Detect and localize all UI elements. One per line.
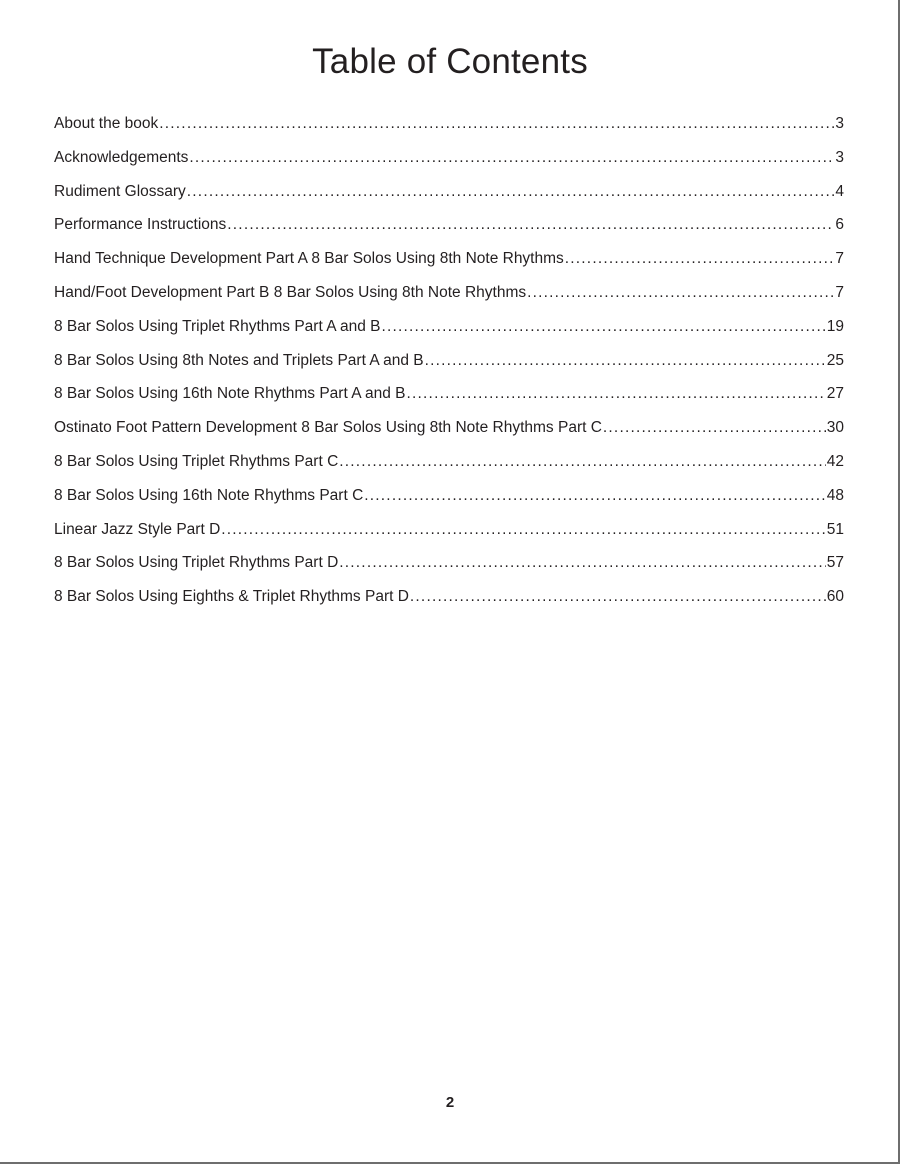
toc-entry-page: 30 <box>826 419 844 437</box>
toc-dot-leader <box>407 382 826 406</box>
toc-entry[interactable] <box>54 518 844 552</box>
toc-dot-leader <box>221 518 825 542</box>
toc-entry-label: Ostinato Foot Pattern Development 8 Bar Solos Using 8th Note Rhythms Part C <box>54 419 602 437</box>
toc-entry-page: 19 <box>826 317 844 335</box>
toc-dot-leader <box>425 349 826 373</box>
toc-entry[interactable] <box>54 146 844 180</box>
toc-dot-leader <box>339 551 825 575</box>
toc-entry-label: 8 Bar Solos Using Triplet Rhythms Part D <box>54 554 339 572</box>
toc-entry-label: 8 Bar Solos Using Eighths & Triplet Rhythms Part D <box>54 588 409 606</box>
toc-dot-leader <box>527 281 834 305</box>
toc-entry[interactable] <box>54 349 844 383</box>
toc-entry[interactable] <box>54 484 844 518</box>
toc-entry[interactable] <box>54 382 844 416</box>
toc-entry-label: 8 Bar Solos Using Triplet Rhythms Part C <box>54 452 339 470</box>
toc-dot-leader <box>565 247 835 271</box>
toc-entry-page: 25 <box>826 351 844 369</box>
toc-entry[interactable] <box>54 281 844 315</box>
toc-entry-page: 27 <box>826 385 844 403</box>
toc-entry-page: 4 <box>835 182 844 200</box>
toc-entry[interactable] <box>54 416 844 450</box>
toc-dot-leader <box>159 112 834 136</box>
page-number: 2 <box>445 1094 455 1111</box>
toc-entry-label: Linear Jazz Style Part D <box>54 520 221 538</box>
toc-entry-page: 48 <box>826 486 844 504</box>
toc-dot-leader <box>339 450 825 474</box>
toc-entry-label: 8 Bar Solos Using 8th Notes and Triplets Part A and B <box>54 351 424 369</box>
toc-entry-label: Acknowledgements <box>54 148 189 166</box>
toc-entry-page: 51 <box>826 520 844 538</box>
toc-entry[interactable] <box>54 112 844 146</box>
toc-entry-label: Performance Instructions <box>54 216 227 234</box>
toc-entry-page: 7 <box>835 250 844 268</box>
toc-dot-leader <box>603 416 826 440</box>
toc-entry[interactable] <box>54 450 844 484</box>
toc-dot-leader <box>227 213 834 237</box>
toc-entry[interactable] <box>54 247 844 281</box>
toc-entry-page: 3 <box>835 115 844 132</box>
toc-dot-leader <box>187 180 835 204</box>
toc-entry-page: 3 <box>835 148 844 166</box>
toc-entry-label: 8 Bar Solos Using 16th Note Rhythms Part C <box>54 486 364 504</box>
toc-entry-label: Hand Technique Development Part A 8 Bar Solos Using 8th Note Rhythms <box>54 250 564 268</box>
toc-entry-label: About the book <box>54 115 159 132</box>
toc-entry-label: Rudiment Glossary <box>54 182 186 200</box>
toc-entry-label: 8 Bar Solos Using Triplet Rhythms Part A and B <box>54 317 381 335</box>
toc-entry[interactable] <box>54 213 844 247</box>
toc-entry-label: Hand/Foot Development Part B 8 Bar Solos Using 8th Note Rhythms <box>54 283 527 301</box>
toc-entry-label: 8 Bar Solos Using 16th Note Rhythms Part A and B <box>54 385 406 403</box>
table-of-contents <box>54 112 844 619</box>
toc-entry[interactable] <box>54 180 844 214</box>
toc-dot-leader <box>364 484 825 508</box>
toc-entry[interactable] <box>54 551 844 585</box>
toc-dot-leader <box>410 585 826 609</box>
toc-dot-leader <box>382 315 826 339</box>
toc-entry-page: 57 <box>826 554 844 572</box>
toc-entry-page: 42 <box>826 452 844 470</box>
toc-entry-page: 7 <box>835 283 844 301</box>
toc-dot-leader <box>189 146 834 170</box>
toc-entry[interactable] <box>54 315 844 349</box>
page-title: Table of Contents <box>312 42 588 81</box>
toc-entry-page: 60 <box>826 588 844 606</box>
toc-entry-page: 6 <box>835 216 844 234</box>
toc-entry[interactable] <box>54 585 844 619</box>
